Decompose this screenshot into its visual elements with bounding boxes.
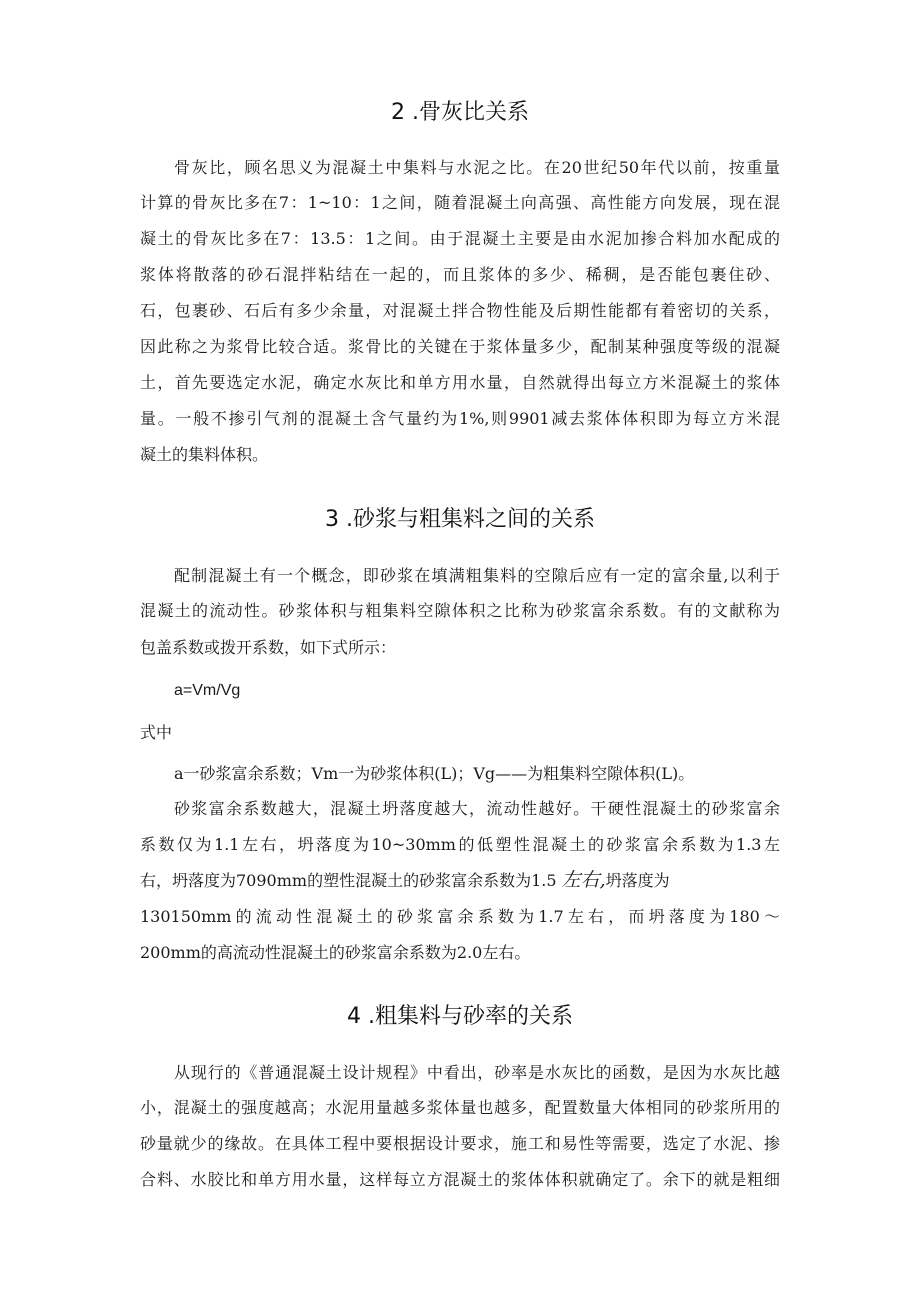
section-4-line-4: 合料、水胶比和单方用水量，这样每立方混凝土的浆体体积就确定了。余下的就是粗细 [140,1170,780,1189]
where-label: 式中 [140,723,173,742]
section-2-line-7: 土，首先要选定水泥，确定水灰比和单方用水量，自然就得出每立方米混凝土的浆体 [140,373,780,392]
section-3-line-1: 配制混凝土有一个概念，即砂浆在填满粗集料的空隙后应有一定的富余量,以利于 [174,566,780,585]
formula: a=Vm/Vg [174,682,241,699]
section-2-heading: 2 .骨灰比关系 [391,100,529,125]
section-2-line-2: 计算的骨灰比多在7：1~10：1之间，随着混凝土向高强、高性能方向发展，现在混 [140,193,780,212]
section-3-para2-line-5: 200mm的高流动性混凝土的砂浆富余系数为2.0左右。 [140,943,531,962]
section-2-line-3: 凝土的骨灰比多在7：13.5：1之间。由于混凝土主要是由水泥加掺合料加水配成的 [140,229,780,248]
section-4-line-1: 从现行的《普通混凝土设计规程》中看出，砂率是水灰比的函数，是因为水灰比越 [174,1063,780,1082]
section-3-heading: 3 .砂浆与粗集料之间的关系 [325,507,595,532]
definitions-line: a一砂浆富余系数；Vm一为砂浆体积(L)；Vg——为粗集料空隙体积(L)。 [174,764,695,783]
section-2-line-6: 因此称之为浆骨比较合适。浆骨比的关键在于浆体量多少，配制某种强度等级的混凝 [140,337,780,356]
line-3-text-before: 右，坍落度为7090mm的塑性混凝土的砂浆富余系数为1.5 [140,871,562,890]
section-4-heading: 4 .粗集料与砂率的关系 [347,1004,573,1029]
section-4-line-2: 小，混凝土的强度越高；水泥用量越多浆体量也越多，配置数量大体相同的砂浆所用的 [140,1098,780,1117]
section-4-line-3: 砂量就少的缘故。在具体工程中要根据设计要求，施工和易性等需要，选定了水泥、掺 [140,1134,780,1153]
section-3-line-2: 混凝土的流动性。砂浆体积与粗集料空隙体积之比称为砂浆富余系数。有的文献称为 [140,601,780,620]
section-2-line-1: 骨灰比，顾名思义为混凝土中集料与水泥之比。在20世纪50年代以前，按重量 [174,158,780,177]
section-2-line-5: 石，包裹砂、石后有多少余量，对混凝土拌合物性能及后期性能都有着密切的关系， [140,301,780,320]
section-2-line-9: 凝土的集料体积。 [140,445,269,464]
section-3-line-3: 包盖系数或拨开系数，如下式所示： [140,638,397,657]
section-3-para2-line-1: 砂浆富余系数越大，混凝土坍落度越大，流动性越好。干硬性混凝土的砂浆富余 [174,799,780,818]
line-3-italic-text: 左右, [561,869,606,891]
section-3-para2-line-4: 130150mm的流动性混凝土的砂浆富余系数为1.7左右，而坍落度为180～ [140,907,780,926]
section-2-line-8: 量。一般不掺引气剂的混凝土含气量约为1%,则9901减去浆体体积即为每立方米混 [140,409,780,428]
line-3-text-after: 坍落度为 [605,871,670,890]
section-3-para2-line-2: 系数仅为1.1左右，坍落度为10~30mm的低塑性混凝土的砂浆富余系数为1.3左 [140,835,780,854]
section-3-para2-line-3 [140,869,780,892]
section-2-line-4: 浆体将散落的砂石混拌粘结在一起的，而且浆体的多少、稀稠，是否能包裹住砂、 [140,265,780,284]
